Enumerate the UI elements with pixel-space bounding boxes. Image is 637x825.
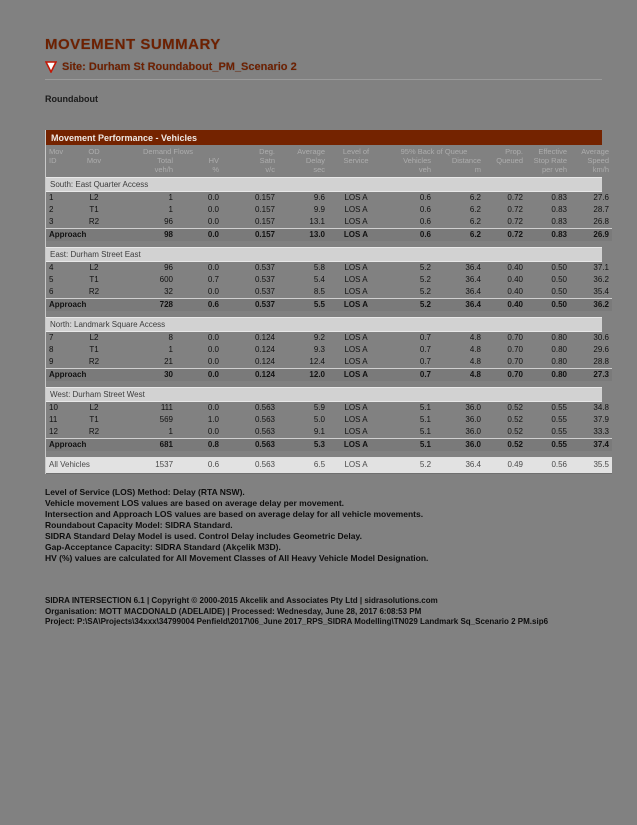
cell: 6.2 [434, 229, 484, 242]
cell: 5.2 [419, 275, 431, 284]
cell: 0.50 [551, 263, 567, 272]
approach-section [46, 387, 609, 451]
cell: 9.3 [313, 345, 325, 354]
movement-row [46, 332, 612, 344]
header-cell [74, 165, 114, 174]
cell: R2 [88, 357, 100, 366]
header-cell: sec [313, 165, 325, 174]
header-group-cell: Demand Flows [142, 147, 194, 156]
cell: L2 [89, 263, 99, 272]
cell: 6.5 [278, 457, 328, 474]
cell: 32 [164, 287, 173, 296]
header-group-cell: OD [88, 147, 100, 156]
cell: 0.52 [507, 403, 523, 412]
cell: 5.1 [384, 439, 434, 452]
cell: LOS A [344, 275, 368, 284]
cell: T1 [89, 275, 99, 284]
header-group-cell: Level of [342, 147, 370, 156]
cell: 728 [114, 299, 176, 312]
cell: 5.1 [419, 427, 431, 436]
cell: 0.50 [551, 287, 567, 296]
cell: 0.49 [484, 457, 526, 474]
cell: LOS A [344, 193, 368, 202]
cell: 0.8 [176, 439, 222, 452]
cell: 8 [49, 345, 54, 354]
cell: 0.70 [507, 357, 523, 366]
cell: 2 [49, 205, 54, 214]
approach-label: Approach [46, 229, 114, 242]
approach-section [46, 317, 609, 381]
cell: 0.80 [526, 369, 570, 382]
cell: LOS A [328, 229, 384, 242]
cell: L2 [89, 403, 99, 412]
cell: 0.83 [551, 205, 567, 214]
movement-row [46, 426, 612, 439]
cell: 0.72 [507, 205, 523, 214]
cell: LOS A [328, 299, 384, 312]
cell: R2 [88, 287, 100, 296]
header-cell: HV [208, 156, 219, 165]
cell: 0.0 [207, 263, 219, 272]
movement-performance-table [45, 130, 610, 474]
cell: 12 [49, 427, 58, 436]
approach-section [46, 247, 609, 311]
cell: 0.563 [222, 457, 278, 474]
approach-row [46, 369, 612, 382]
footnote-line: Roundabout Capacity Model: SIDRA Standard. [45, 520, 233, 530]
header-cell: Satn [259, 156, 275, 165]
approach-section [46, 177, 609, 241]
giveway-triangle-icon [45, 61, 57, 73]
cell: 12.0 [278, 369, 328, 382]
header-cell: per veh [541, 165, 567, 174]
cell: 96 [164, 217, 173, 226]
cell: 36.4 [465, 275, 481, 284]
cell: 0.563 [222, 439, 278, 452]
footnote-line: SIDRA Standard Delay Model is used. Control Delay includes Geometric Delay. [45, 531, 362, 541]
cell: 5.4 [313, 275, 325, 284]
cell: 0.40 [507, 275, 523, 284]
cell: 0.52 [507, 415, 523, 424]
cell: 0.0 [176, 229, 222, 242]
cell: LOS A [344, 415, 368, 424]
cell: 26.9 [570, 229, 612, 242]
cell: 4.8 [469, 345, 481, 354]
cell: T1 [89, 415, 99, 424]
cell: 1 [168, 205, 173, 214]
cell: 26.8 [593, 217, 609, 226]
cell: 0.0 [207, 403, 219, 412]
cell: 0.124 [222, 369, 278, 382]
cell: 36.0 [434, 439, 484, 452]
cell: 30 [114, 369, 176, 382]
approach-row [46, 229, 612, 242]
cell: 0.83 [526, 229, 570, 242]
approach-label: Approach [46, 369, 114, 382]
cell: 0.40 [507, 287, 523, 296]
cell: LOS A [344, 345, 368, 354]
footer-line: Organisation: MOTT MACDONALD (ADELAIDE) | Processed: Wednesday, June 28, 2017 6:08:53 PM [45, 606, 422, 616]
cell: 0.7 [384, 369, 434, 382]
movement-row [46, 262, 612, 274]
cell: 0.157 [254, 205, 275, 214]
site-heading [45, 61, 602, 80]
cell: 0.6 [384, 229, 434, 242]
approach-label: Approach [46, 299, 114, 312]
header-cell: Total [157, 156, 173, 165]
cell: 5 [49, 275, 54, 284]
cell: 30.6 [593, 333, 609, 342]
header-cell: Vehicles [403, 156, 431, 165]
header-cell: Speed [587, 156, 609, 165]
footer-line: Project: P:\SA\Projects\34xxx\34799004 Penfield\2017\06_June 2017_RPS_SIDRA Modelling\TN029 Landmark Sq_Scenario 2 PM.sip6 [45, 617, 549, 626]
cell: 5.1 [419, 415, 431, 424]
cell: 0.80 [551, 333, 567, 342]
cell: 9.2 [313, 333, 325, 342]
cell: 0.0 [207, 333, 219, 342]
cell: 0.537 [254, 275, 275, 284]
cell: 6 [49, 287, 54, 296]
cell: 0.0 [207, 205, 219, 214]
header-cell: m [474, 165, 481, 174]
cell: LOS A [344, 427, 368, 436]
cell: 27.6 [593, 193, 609, 202]
cell: 111 [160, 403, 173, 412]
cell: 0.56 [526, 457, 570, 474]
footnote-line: Intersection and Approach LOS values are based on average delay for all vehicle movements. [45, 509, 424, 519]
cell: 0.80 [551, 345, 567, 354]
header-cell: Mov [86, 156, 102, 165]
site-heading-label: Site: Durham St Roundabout_PM_Scenario 2 [62, 61, 297, 73]
cell: 0.0 [207, 193, 219, 202]
cell: 0.537 [254, 263, 275, 272]
cell: 0.80 [551, 357, 567, 366]
cell: 1 [49, 193, 54, 202]
cell: 4.8 [469, 357, 481, 366]
cell: 6.2 [469, 217, 481, 226]
cell: 3 [49, 217, 54, 226]
header-cell: Stop Rate [533, 156, 567, 165]
footnote-line: Gap-Acceptance Capacity: SIDRA Standard (Akçelik M3D). [45, 542, 281, 552]
cell: R2 [88, 217, 100, 226]
cell: LOS A [344, 357, 368, 366]
cell: 36.4 [434, 299, 484, 312]
cell: 0.157 [254, 217, 275, 226]
cell: 0.72 [507, 217, 523, 226]
cell: 0.55 [526, 439, 570, 452]
cell: 9 [49, 357, 54, 366]
cell: 10 [49, 403, 58, 412]
header-group-cell: 95% Back of Queue [400, 147, 468, 156]
cell: 0.124 [254, 333, 275, 342]
cell: 11 [49, 415, 58, 424]
cell: 13.1 [309, 217, 325, 226]
cell: 0.6 [419, 193, 431, 202]
cell: R2 [88, 427, 100, 436]
cell: L2 [89, 333, 99, 342]
cell: 4.8 [469, 333, 481, 342]
cell: 0.6 [419, 217, 431, 226]
cell: 0.52 [484, 439, 526, 452]
table-body [46, 147, 610, 474]
cell: 0.70 [484, 369, 526, 382]
cell: 5.0 [313, 415, 325, 424]
cell: 0.50 [526, 299, 570, 312]
cell: 28.8 [593, 357, 609, 366]
cell: 1 [168, 345, 173, 354]
cell: 5.1 [419, 403, 431, 412]
cell: 0.0 [207, 217, 219, 226]
cell: 0.537 [254, 287, 275, 296]
cell: 34.8 [593, 403, 609, 412]
cell: 13.0 [278, 229, 328, 242]
cell: 36.4 [434, 457, 484, 474]
cell: LOS A [344, 333, 368, 342]
header-cell [484, 165, 526, 174]
cell: 0.7 [419, 345, 431, 354]
cell: 36.0 [465, 427, 481, 436]
cell: 21 [164, 357, 173, 366]
cell: 8 [168, 333, 173, 342]
cell: 37.1 [593, 263, 609, 272]
cell: LOS A [328, 457, 384, 474]
cell: 1.0 [207, 415, 219, 424]
cell: 98 [114, 229, 176, 242]
cell: 0.52 [507, 427, 523, 436]
cell: 35.5 [570, 457, 612, 474]
all-vehicles-row [46, 457, 612, 474]
cell: 36.4 [465, 263, 481, 272]
cell: 36.2 [593, 275, 609, 284]
header-cell [46, 165, 74, 174]
movement-row [46, 344, 612, 356]
cell: 0.72 [507, 193, 523, 202]
cell: 1 [168, 427, 173, 436]
cell: 36.4 [465, 287, 481, 296]
cell: 0.40 [484, 299, 526, 312]
cell: 0.563 [254, 403, 275, 412]
cell: 0.7 [419, 333, 431, 342]
cell: 27.3 [570, 369, 612, 382]
movement-row [46, 274, 612, 286]
cell: LOS A [344, 205, 368, 214]
cell: 681 [114, 439, 176, 452]
footnote-line: HV (%) values are calculated for All Movement Classes of All Heavy Vehicle Model Designation. [45, 553, 429, 563]
cell: 0.124 [254, 345, 275, 354]
cell: 0.40 [507, 263, 523, 272]
footer-line: SIDRA INTERSECTION 6.1 | Copyright © 2000-2015 Akcelik and Associates Pty Ltd | sidrasolutions.com [45, 596, 438, 605]
movement-row [46, 414, 612, 426]
movement-row [46, 204, 612, 216]
cell: 0.72 [484, 229, 526, 242]
cell: 37.9 [593, 415, 609, 424]
movement-row [46, 402, 612, 414]
cell: 0.83 [551, 217, 567, 226]
cell: 5.8 [313, 263, 325, 272]
cell: 5.2 [419, 263, 431, 272]
header-cell: ID [49, 156, 57, 165]
footnote-line: Vehicle movement LOS values are based on average delay per movement. [45, 498, 345, 508]
cell: 5.2 [384, 457, 434, 474]
section-band: West: Durham Street West [46, 387, 602, 402]
cell: 4 [49, 263, 54, 272]
cell: 35.4 [593, 287, 609, 296]
cell: 0.83 [551, 193, 567, 202]
cell: 0.0 [207, 357, 219, 366]
cell: 36.0 [465, 415, 481, 424]
header-group-cell: Mov [49, 147, 64, 156]
cell: 0.55 [551, 415, 567, 424]
page-title: MOVEMENT SUMMARY [45, 36, 221, 53]
cell: 12.4 [309, 357, 325, 366]
cell: 569 [159, 415, 173, 424]
section-band: South: East Quarter Access [46, 177, 602, 192]
cell: LOS A [344, 403, 368, 412]
cell: 0.6 [176, 299, 222, 312]
header-cell: Queued [496, 156, 523, 165]
header-group-cell: Average [297, 147, 325, 156]
cell: 0.6 [176, 457, 222, 474]
header-cell: Distance [451, 156, 481, 165]
header-group-cell: Prop. [505, 147, 523, 156]
header-group-cell: Average [581, 147, 609, 156]
cell: 0.50 [551, 275, 567, 284]
cell: L2 [89, 193, 99, 202]
table-title-bar: Movement Performance - Vehicles [46, 130, 602, 145]
cell: 0.7 [207, 275, 219, 284]
header-cell: % [212, 165, 219, 174]
cell: 4.8 [434, 369, 484, 382]
approach-row [46, 299, 612, 312]
cell: 5.9 [313, 403, 325, 412]
cell: 7 [49, 333, 54, 342]
cell: 6.2 [469, 205, 481, 214]
cell: 0.55 [551, 427, 567, 436]
cell: 1 [168, 193, 173, 202]
cell: 5.3 [278, 439, 328, 452]
movement-row [46, 216, 612, 229]
section-rows [46, 402, 612, 451]
cell: 0.0 [207, 287, 219, 296]
cell: 0.55 [551, 403, 567, 412]
footnotes [45, 487, 602, 564]
cell: T1 [89, 345, 99, 354]
cell: 36.2 [570, 299, 612, 312]
header-cell [328, 165, 384, 174]
cell: 0.0 [176, 369, 222, 382]
section-rows [46, 332, 612, 381]
cell: 5.5 [278, 299, 328, 312]
header-group-cell: Deg. [259, 147, 275, 156]
cell: 0.6 [419, 205, 431, 214]
cell: LOS A [344, 217, 368, 226]
movement-row [46, 286, 612, 299]
cell: 28.7 [593, 205, 609, 214]
cell: 0.157 [254, 193, 275, 202]
section-rows [46, 192, 612, 241]
cell: LOS A [344, 263, 368, 272]
cell: LOS A [328, 439, 384, 452]
cell: 0.0 [207, 427, 219, 436]
header-cell: veh [418, 165, 431, 174]
cell: 0.537 [222, 299, 278, 312]
report-footer [45, 596, 602, 628]
movement-row [46, 356, 612, 369]
cell: 5.2 [384, 299, 434, 312]
header-cell: v/c [265, 165, 275, 174]
section-band: North: Landmark Square Access [46, 317, 602, 332]
cell: 0.563 [254, 427, 275, 436]
site-type-label: Roundabout [45, 94, 98, 104]
approach-label: Approach [46, 439, 114, 452]
all-vehicles-label: All Vehicles [46, 457, 114, 474]
header-cell: km/h [592, 165, 609, 174]
header-cell: Delay [305, 156, 325, 165]
cell: 600 [159, 275, 173, 284]
cell: 0.70 [507, 333, 523, 342]
header-group-cell: Effective [538, 147, 567, 156]
cell: 0.0 [207, 345, 219, 354]
cell: 0.7 [419, 357, 431, 366]
header-cell: veh/h [154, 165, 173, 174]
cell: 9.1 [313, 427, 325, 436]
cell: 9.9 [313, 205, 325, 214]
cell: 8.5 [313, 287, 325, 296]
cell: 9.6 [313, 193, 325, 202]
cell: 96 [164, 263, 173, 272]
cell: 5.2 [419, 287, 431, 296]
cell: 0.124 [254, 357, 275, 366]
cell: T1 [89, 205, 99, 214]
cell: 36.0 [465, 403, 481, 412]
section-band: East: Durham Street East [46, 247, 602, 262]
cell: 6.2 [469, 193, 481, 202]
cell: 0.70 [507, 345, 523, 354]
cell: 0.563 [254, 415, 275, 424]
cell: 29.6 [593, 345, 609, 354]
header-cell: Service [343, 156, 369, 165]
cell: 0.157 [222, 229, 278, 242]
cell: 1537 [114, 457, 176, 474]
cell: LOS A [328, 369, 384, 382]
cell: 33.3 [593, 427, 609, 436]
footnote-line: Level of Service (LOS) Method: Delay (RTA NSW). [45, 487, 245, 497]
cell: LOS A [344, 287, 368, 296]
column-header [46, 147, 612, 174]
section-rows [46, 262, 612, 311]
movement-row [46, 192, 612, 204]
approach-row [46, 439, 612, 452]
cell: 37.4 [570, 439, 612, 452]
